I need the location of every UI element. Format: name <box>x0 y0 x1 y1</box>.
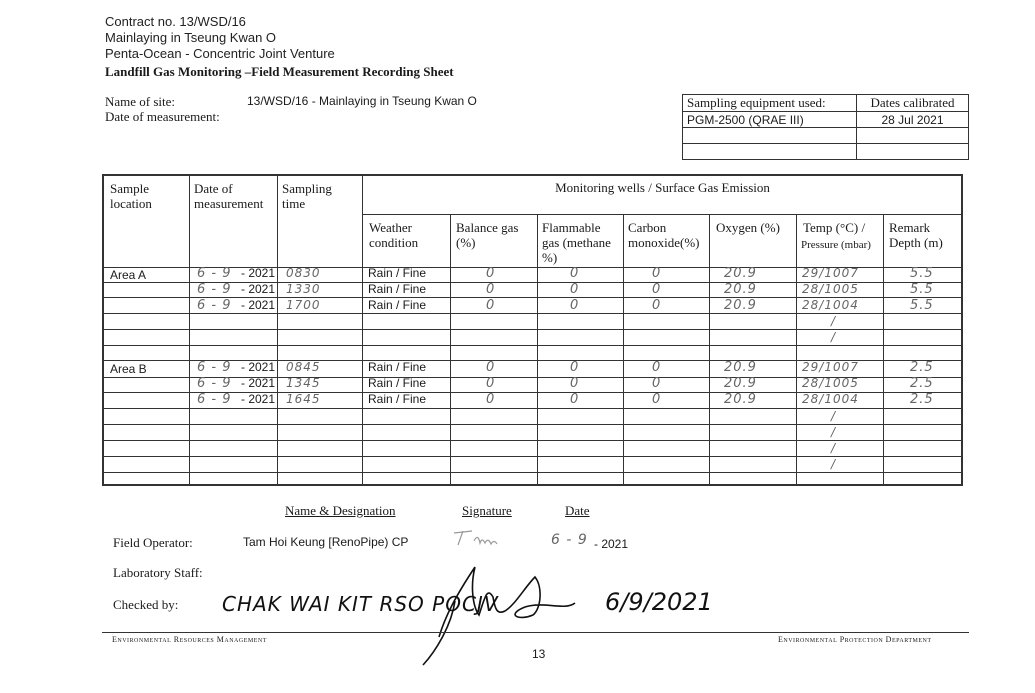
col-balance-gas: Balance gas (%) <box>456 220 519 250</box>
area_a-row-balance: 0 <box>486 298 496 313</box>
checked-by-date: 6/9/2021 <box>605 588 713 616</box>
signoff-name-header: Name & Designation <box>285 503 396 518</box>
area_b-row-depth: 2.5 <box>910 392 934 407</box>
col-weather: Weather condition <box>369 220 419 250</box>
area_b-row-oxygen: 20.9 <box>724 360 757 375</box>
area_b-row-day: 6 - 9 <box>197 376 232 391</box>
area_a-row-co: 0 <box>652 282 662 297</box>
checked-by-signature <box>415 557 585 667</box>
equipment-empty-row <box>683 128 857 144</box>
area_a-row-time: 0830 <box>286 266 321 280</box>
equipment-header: Sampling equipment used: <box>683 95 857 112</box>
empty-slash: / <box>831 457 837 471</box>
footer-right: Environmental Protection Department <box>778 635 932 644</box>
area_a-row-depth: 5.5 <box>910 282 934 297</box>
area_b-row-depth: 2.5 <box>910 360 934 375</box>
field-operator-signature <box>450 527 520 549</box>
area_a-row-tp: 29/1007 <box>802 266 859 280</box>
checked-by-label: Checked by: <box>113 597 179 612</box>
area_a-row-flammable: 0 <box>570 282 580 297</box>
area_a-row-tp: 28/1004 <box>802 298 859 312</box>
col-sample-location: Sample location <box>110 181 152 211</box>
area_b-row-day: 6 - 9 <box>197 392 232 407</box>
signoff-signature-header: Signature <box>462 503 512 518</box>
area_a-row-co: 0 <box>652 298 662 313</box>
area_a-row-oxygen: 20.9 <box>724 266 757 281</box>
area-a-label: Area A <box>110 268 147 282</box>
field-operator-date-day: 6 - 9 <box>551 532 588 548</box>
field-operator-label: Field Operator: <box>113 535 193 550</box>
area_b-row-tp: 28/1005 <box>802 376 859 390</box>
area_a-row-day: 6 - 9 <box>197 298 232 313</box>
measurement-table <box>102 174 963 486</box>
area_b-row-tp: 28/1004 <box>802 392 859 406</box>
area_b-row-balance: 0 <box>486 392 496 407</box>
signoff-date-header: Date <box>565 503 590 518</box>
area_b-row-flammable: 0 <box>570 376 580 391</box>
calibration-empty-row <box>857 128 969 144</box>
area_a-row-depth: 5.5 <box>910 298 934 313</box>
site-name-value: 13/WSD/16 - Mainlaying in Tseung Kwan O <box>247 94 477 108</box>
col-temp: Temp (°C) / <box>803 220 866 235</box>
area_a-row-time: 1330 <box>286 282 321 296</box>
area_b-row-balance: 0 <box>486 360 496 375</box>
area_a-row-day: 6 - 9 <box>197 266 232 281</box>
area_b-row-year: - 2021 <box>241 392 276 406</box>
area_a-row-flammable: 0 <box>570 298 580 313</box>
col-group-monitoring: Monitoring wells / Surface Gas Emission <box>555 180 770 195</box>
col-date: Date of measurement <box>194 181 264 211</box>
area_b-row-flammable: 0 <box>570 392 580 407</box>
area_b-row-year: - 2021 <box>241 360 276 374</box>
document-title: Landfill Gas Monitoring –Field Measurement Recording Sheet <box>105 64 454 79</box>
area_a-row-oxygen: 20.9 <box>724 298 757 313</box>
area_a-row-day: 6 - 9 <box>197 282 232 297</box>
calibration-header: Dates calibrated <box>857 95 969 112</box>
project-name: Mainlaying in Tseung Kwan O <box>105 30 277 45</box>
area_a-row-weather: Rain / Fine <box>368 266 427 280</box>
site-name-label: Name of site: <box>105 94 176 109</box>
area_a-row-depth: 5.5 <box>910 266 934 281</box>
area_b-row-flammable: 0 <box>570 360 580 375</box>
area_b-row-year: - 2021 <box>241 376 276 390</box>
area_a-row-time: 1700 <box>286 298 321 312</box>
empty-slash: / <box>831 330 837 344</box>
area_b-row-time: 0845 <box>286 360 321 374</box>
page-number: 13 <box>532 647 546 661</box>
area_a-row-year: - 2021 <box>241 266 276 280</box>
area_b-row-oxygen: 20.9 <box>724 392 757 407</box>
empty-slash: / <box>831 441 837 455</box>
area_a-row-year: - 2021 <box>241 298 276 312</box>
col-pressure: Pressure (mbar) <box>801 239 871 251</box>
footer-rule <box>102 632 969 633</box>
area_b-row-weather: Rain / Fine <box>368 376 427 390</box>
empty-slash: / <box>831 314 837 328</box>
calibration-empty-row <box>857 144 969 160</box>
checked-by-name: CHAK WAI KIT RSO POCJV <box>222 592 499 616</box>
equipment-value: PGM-2500 (QRAE III) <box>683 112 857 128</box>
equipment-table <box>682 94 969 160</box>
area_b-row-time: 1345 <box>286 376 321 390</box>
equipment-empty-row <box>683 144 857 160</box>
lab-staff-label: Laboratory Staff: <box>113 565 203 580</box>
area-b-label: Area B <box>110 362 147 376</box>
area_b-row-time: 1645 <box>286 392 321 406</box>
area_b-row-weather: Rain / Fine <box>368 392 427 406</box>
calibration-date: 28 Jul 2021 <box>857 112 969 128</box>
area_b-row-weather: Rain / Fine <box>368 360 427 374</box>
empty-slash: / <box>831 409 837 423</box>
contractor-name: Penta-Ocean - Concentric Joint Venture <box>105 46 335 61</box>
area_b-row-oxygen: 20.9 <box>724 376 757 391</box>
area_b-row-co: 0 <box>652 376 662 391</box>
area_b-row-co: 0 <box>652 360 662 375</box>
footer-left: Environmental Resources Management <box>112 635 267 644</box>
measurement-date-label: Date of measurement: <box>105 109 220 124</box>
area_b-row-co: 0 <box>652 392 662 407</box>
area_a-row-co: 0 <box>652 266 662 281</box>
area_a-row-tp: 28/1005 <box>802 282 859 296</box>
area_a-row-balance: 0 <box>486 266 496 281</box>
col-time: Sampling time <box>282 181 332 211</box>
contract-number: Contract no. 13/WSD/16 <box>105 14 246 29</box>
field-operator-date-year: - 2021 <box>594 537 629 551</box>
area_b-row-tp: 29/1007 <box>802 360 859 374</box>
field-operator-name: Tam Hoi Keung [RenoPipe) CP <box>243 535 409 549</box>
empty-slash: / <box>831 425 837 439</box>
col-flammable-gas: Flammable gas (methane %) <box>542 220 611 265</box>
col-remark-depth: Remark Depth (m) <box>889 220 943 250</box>
area_a-row-balance: 0 <box>486 282 496 297</box>
area_b-row-balance: 0 <box>486 376 496 391</box>
col-oxygen: Oxygen (%) <box>716 220 780 235</box>
area_a-row-year: - 2021 <box>241 282 276 296</box>
area_b-row-depth: 2.5 <box>910 376 934 391</box>
area_a-row-oxygen: 20.9 <box>724 282 757 297</box>
area_a-row-weather: Rain / Fine <box>368 298 427 312</box>
area_a-row-flammable: 0 <box>570 266 580 281</box>
area_b-row-day: 6 - 9 <box>197 360 232 375</box>
area_a-row-weather: Rain / Fine <box>368 282 427 296</box>
col-carbon-monoxide: Carbon monoxide(%) <box>628 220 700 250</box>
